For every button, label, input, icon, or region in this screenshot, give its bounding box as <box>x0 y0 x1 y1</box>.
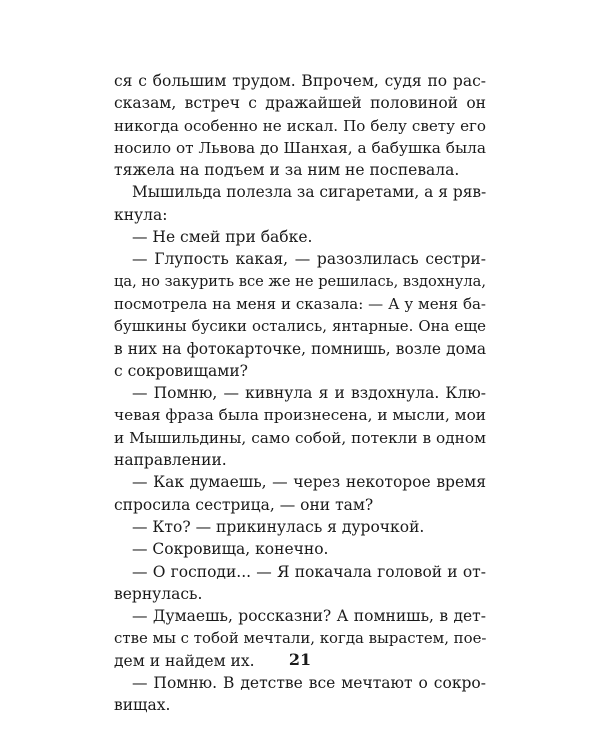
text-line: — Думаешь, россказни? А помнишь, в дет- <box>132 607 486 626</box>
text-line: вернулась. <box>114 584 203 603</box>
page-body <box>114 70 486 717</box>
text-line: дем и найдем их. <box>114 651 255 670</box>
text-line: — Не смей при бабке. <box>132 228 313 247</box>
text-line: сказам, встреч с дражайшей половиной он <box>114 94 486 113</box>
text-line: — Помню. В детстве все мечтают о сокро- <box>132 674 486 693</box>
text-line: с сокровищами? <box>114 361 248 380</box>
text-line: направлении. <box>114 451 227 470</box>
text-line: бушкины бусики остались, янтарные. Она еще <box>114 317 486 336</box>
text-line: тяжела на подъем и за ним не поспевала. <box>114 161 460 180</box>
text-line: чевая фраза была произнесена, и мысли, мои <box>114 406 486 425</box>
text-line: никогда особенно не искал. По белу свету его <box>114 116 486 135</box>
text-line: — Кто? — прикинулась я дурочкой. <box>132 517 425 536</box>
text-line: посмотрела на меня и сказала: — А у меня ба- <box>114 294 486 313</box>
text-line: ца, но закурить все же не решилась, вздохнула, <box>114 272 486 290</box>
text-line: — Глупость какая, — разозлилась сестри- <box>132 250 486 269</box>
text-line: Мышильда полезла за сигаретами, а я ряв- <box>132 183 487 202</box>
text-line: ся с большим трудом. Впрочем, судя по рас- <box>114 72 486 90</box>
text-column <box>114 70 486 717</box>
text-line: стве мы с тобой мечтали, когда вырастем, пое- <box>114 629 487 648</box>
text-line: и Мышильдины, само собой, потекли в одном <box>114 428 486 447</box>
text-line: — Помню, — кивнула я и вздохнула. Клю- <box>132 384 486 403</box>
text-line: — Как думаешь, — через некоторое время <box>132 473 486 492</box>
text-line: вищах. <box>114 696 171 715</box>
text-line: — Сокровища, конечно. <box>132 540 329 559</box>
text-line: кнула: <box>114 205 168 224</box>
text-line: в них на фотокарточке, помнишь, возле дома <box>114 339 486 358</box>
text-line: — О господи... — Я покачала головой и от- <box>132 562 486 581</box>
text-line: носило от Львова до Шанхая, а бабушка была <box>114 138 486 157</box>
page-number: 21 <box>288 650 312 669</box>
text-line: спросила сестрица, — они там? <box>114 495 374 514</box>
